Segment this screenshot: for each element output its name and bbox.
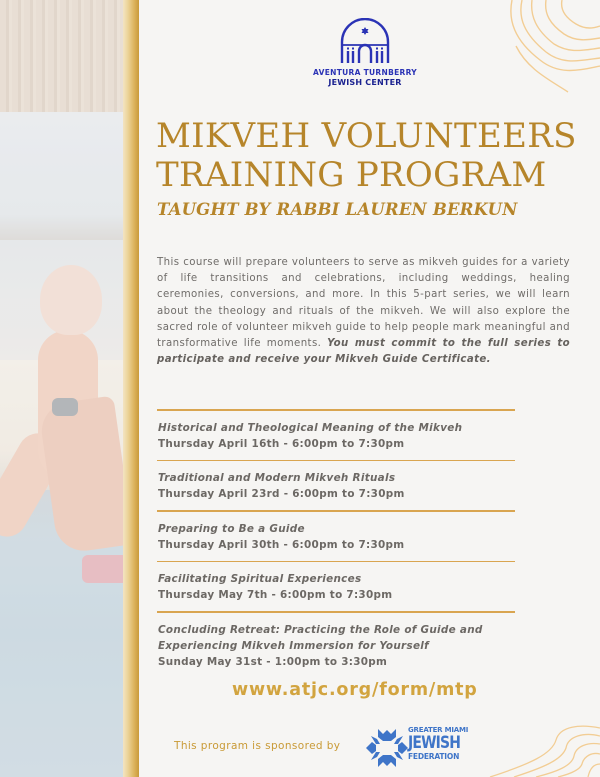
session-list: [157, 409, 515, 678]
sponsor-label: This program is sponsored by: [174, 740, 341, 752]
photo-overlay: [0, 0, 124, 777]
session-title: Preparing to Be a Guide: [158, 522, 305, 535]
federation-logo: [366, 726, 469, 769]
federation-line2: JEWISH: [408, 733, 461, 753]
course-description: [157, 255, 570, 368]
atjc-logo: [310, 18, 420, 87]
session-item: [157, 411, 515, 460]
synagogue-arch-star-of-david-icon: [339, 18, 391, 64]
commitment-note: You must commit to the full series to participate and receive your Mikveh Guide Certificate.: [157, 338, 571, 366]
description-text: This course will prepare volunteers to serve as mikveh guides for a variety of life transitions and celebrations, including weddings, healing ceremonies, conversions, and more. In this 5-part series, we will learn about the theology and rituals of the mikveh. We will also explore the sacred role of volunteer mikveh guide to help people mark meaningful and transformative life moments.: [157, 257, 570, 350]
session-item: [157, 562, 515, 611]
federation-line3: FEDERATION: [408, 752, 460, 761]
federation-line1: GREATER MIAMI: [408, 726, 469, 734]
swirl-bottom-right-icon: [470, 720, 600, 777]
swirl-top-right-icon: [500, 0, 600, 100]
logo-line1: AVENTURA TURNBERRY: [313, 68, 417, 77]
session-item: [157, 461, 515, 510]
session-item: [157, 613, 537, 678]
session-title: Traditional and Modern Mikveh Rituals: [158, 472, 396, 484]
session-title: Historical and Theological Meaning of the Mikveh: [158, 421, 463, 434]
page-title: [156, 117, 596, 195]
session-date: Sunday May 31st - 1:00pm to 3:30pm: [158, 655, 388, 668]
gold-vertical-bar: [123, 0, 139, 777]
instructor-subtitle: TAUGHT BY RABBI LAUREN BERKUN: [157, 200, 518, 219]
session-title: Facilitating Spiritual Experiences: [158, 573, 362, 585]
session-date: Thursday April 16th - 6:00pm to 7:30pm: [158, 437, 405, 450]
federation-name: [408, 727, 472, 761]
session-item: [157, 512, 515, 561]
title-line1: MIKVEH VOLUNTEERS: [156, 116, 577, 156]
session-date: Thursday May 7th - 6:00pm to 7:30pm: [158, 589, 393, 601]
session-title: Concluding Retreat: Practicing the Role of Guide and Experiencing Mikveh Immersion for Yourself: [158, 623, 483, 652]
mikveh-photo: [0, 0, 124, 777]
session-date: Thursday April 23rd - 6:00pm to 7:30pm: [158, 488, 405, 500]
session-date: Thursday April 30th - 6:00pm to 7:30pm: [158, 538, 405, 551]
logo-line2: JEWISH CENTER: [328, 78, 402, 87]
title-line2: TRAINING PROGRAM: [156, 155, 547, 195]
federation-star-icon: [366, 727, 408, 769]
registration-link[interactable]: www.atjc.org/form/mtp: [232, 680, 478, 700]
